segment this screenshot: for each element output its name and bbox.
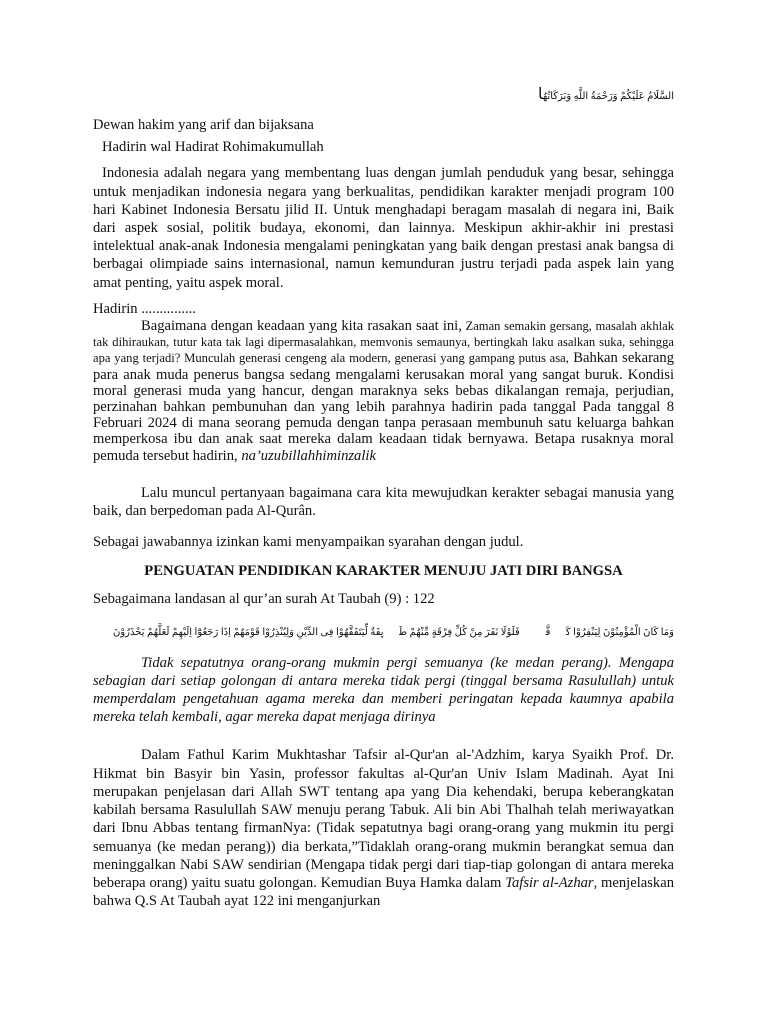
tafsir-text-a: Dalam Fathul Karim Mukhtashar Tafsir al-Qur'an al-'Adzhim, karya Syaikh Prof. Dr. Hikmat bin Basyir bin Yasin, professor fakultas al-Qur'an Univ Islam Madinah. Ayat Ini merupakan penjelasan dari Allah SWT tentang apa yang Dia kehendaki, berupa keberangkatan kabilah bersama Rasulullah SAW menuju perang Tabuk. Ali bin Abi Thalhah telah meriwayatkan dari Ibnu Abbas tentang firmanNya: (Tidak sepatutnya bagi orang-orang yang mukmin itu pergi semuanya (ke medan perang)) dia berkata,”Tidaklah orang-orang mukmin berangkat semua dan meninggalkan Nabi SAW sendirian (Mengapa tidak pergi dari tiap-tiap golongan di antara mereka beberapa orang) yaitu suatu golongan. Kemudian Buya Hamka dalam — [93, 747, 674, 891]
moral-paragraph-text-a: Bagaimana dengan keadaan yang kita rasakan saat ini, — [141, 318, 462, 335]
speech-title: PENGUATAN PENDIDIKAN KARAKTER MENUJU JATI DIRI BANGSA — [144, 563, 623, 580]
arabic-greeting — [93, 82, 674, 108]
salutation-hadirin: Hadirin wal Hadirat Rohimakumullah — [102, 139, 324, 156]
hadirin-line: Hadirin ............... — [93, 300, 196, 317]
quran-basis-line: Sebagaimana landasan al qur’an surah At Taubah (9) : 122 — [93, 591, 435, 608]
answer-line: Sebagai jawabannya izinkan kami menyampaikan syarahan dengan judul. — [93, 534, 524, 551]
moral-paragraph-text-c: Bahkan sekarang para anak muda penerus bangsa sedang mengalami kerusakan moral yang sangat buruk. Kondisi moral generasi muda yang hancur, dengan maraknya seks bebas dikalangan remaja, perjudian, perzinahan bahkan pembunuhan dan yang lebih parahnya hadirin pada tanggal Pada tanggal 8 Februari 2024 di mana seorang pemuda dengan tanpa perasaan membunuh satu keluarga bahkan memperkosa ibu dan anak saat mereka dalam keadaan tidak bernyawa. Betapa rusaknya moral pemuda tersebut hadirin, — [93, 350, 674, 464]
tafsir-text-b: , menjelaskan bahwa Q.S At Taubah ayat 122 ini menganjurkan — [93, 874, 674, 910]
intro-paragraph: Indonesia adalah negara yang membentang luas dengan jumlah penduduk yang besar, sehingga untuk menjadikan indonesia negara yang berkualitas, pendidikan karakter menjadi program 100 hari Kabinet Indonesia Bersatu jilid II. Untuk menghadapi beragam masalah di negara ini, Baik dari aspek sosial, politik budaya, ekonomi, dan lainnya. Meskipun akhir-akhir ini prestasi intelektual anak-anak Indonesia mengalami peningkatan yang baik dengan prestasi anak bangsa di berbagai olimpiade sains internasional, namun kemunduran justru terjadi pada aspek lain yang amat penting, yaitu aspek moral. — [93, 165, 674, 291]
document-page — [93, 82, 674, 910]
tafsir-azhar-italic: Tafsir al-Azhar — [505, 874, 594, 891]
question-paragraph: Lalu muncul pertanyaan bagaimana cara kita mewujudkan kerakter sebagai manusia yang baik, dan berpedoman pada Al-Qurân. — [93, 484, 674, 520]
greeting-mark: ا — [537, 86, 543, 103]
moral-paragraph — [93, 318, 674, 464]
salutation-dewan-hakim: Dewan hakim yang arif dan bijaksana — [93, 117, 314, 133]
moral-paragraph-italic: na’uzubillahhiminzalik — [241, 447, 376, 464]
verse-translation: Tidak sepatutnya orang-orang mukmin pergi semuanya (ke medan perang). Mengapa sebagian dari setiap golongan di antara mereka tidak pergi (tinggal bersama Rasulullah) untuk memperdalam pengetahuan agama mereka dan memberi peringatan kepada kaumnya apabila mereka telah kembali, agar mereka dapat menjaga dirinya — [93, 654, 674, 726]
moral-paragraph-text-b: Zaman semakin gersang, masalah akhlak tak dihiraukan, tutur kata tak lagi dipermasalahkan, memvonis semaunya, bertingkah laku asalkan suka, sehingga apa yang terjadi? Munculah generasi cengeng ala modern, generasi yang gampang putus asa, — [93, 319, 674, 366]
tafsir-paragraph — [93, 746, 674, 910]
quran-verse-arabic: وَمَا كَانَ الْمُؤْمِنُوْنَ لِيَنْفِرُوْا كَاۤفَّةًۗ فَلَوْلَا نَفَرَ مِنْ كُلِّ فِرْقَةٍ مِّنْهُمْ طَاۤىِٕفَةٌ لِّيَتَفَقَّهُوْا فِى الدِّيْنِ وَلِيُنْذِرُوْا قَوْمَهُمْ اِذَا رَجَعُوْٓا اِلَيْهِمْ لَعَلَّهُمْ يَحْذَرُوْنَ — [113, 626, 674, 638]
greeting-arabic-text: السَّلَامُ عَلَيْكُمْ وَرَحْمَةُ اللَّهِ وَبَرَكَاتُهُ — [542, 91, 674, 102]
